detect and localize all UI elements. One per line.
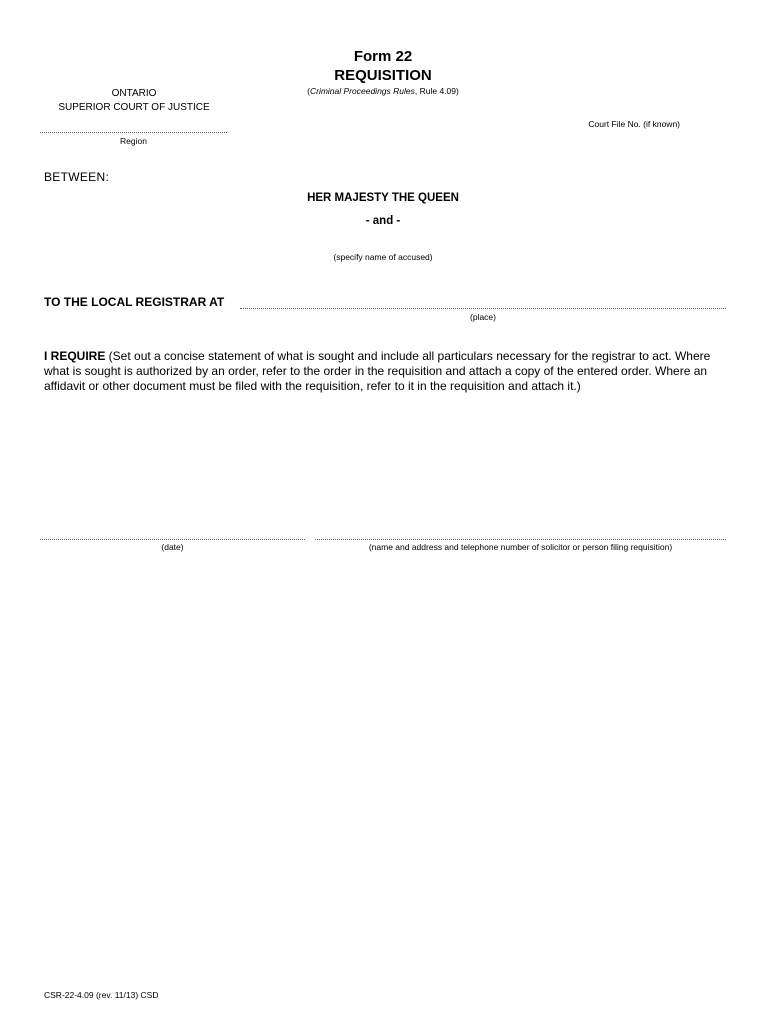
rule-reference: (Criminal Proceedings Rules, Rule 4.09) [307, 86, 459, 96]
requisition-statement [44, 349, 734, 394]
date-field-line[interactable] [40, 539, 305, 540]
accused-name-label: (specify name of accused) [333, 252, 433, 262]
region-field-line[interactable] [40, 132, 227, 133]
rule-name: Criminal Proceedings Rules [309, 86, 415, 96]
region-label: Region [120, 136, 147, 146]
court-file-number-label: Court File No. (if known) [588, 119, 680, 129]
requisition-instructions: (Set out a concise statement of what is sought and include all particulars necessary for the registrar to act. Where what is sought is authorized by an order, refer to the order in the requisition and attach a copy of the entered order. Where an affidavit or other document must be filed with the requisition, refer to it in the requisition and attach it.) [44, 349, 711, 393]
crown-party: HER MAJESTY THE QUEEN [307, 192, 459, 204]
filer-label: (name and address and telephone number of solicitor or person filing requisition) [368, 542, 673, 552]
between-label: BETWEEN: [44, 170, 110, 184]
court-name: SUPERIOR COURT OF JUSTICE [58, 102, 210, 113]
form-name: REQUISITION [334, 67, 432, 84]
date-label: (date) [161, 542, 184, 552]
form-title [280, 47, 486, 85]
registrar-heading: TO THE LOCAL REGISTRAR AT [44, 295, 225, 309]
form-code: CSR-22-4.09 (rev. 11/13) CSD [44, 990, 159, 1000]
requisition-lead: I REQUIRE [44, 349, 106, 363]
filer-field-line[interactable] [315, 539, 726, 540]
place-field-line[interactable] [240, 308, 726, 309]
form-number: Form 22 [353, 48, 413, 65]
court-heading [40, 87, 228, 115]
place-label: (place) [470, 312, 496, 322]
rule-number: , Rule 4.09 [414, 86, 456, 96]
and-separator: - and - [365, 215, 401, 227]
province-label: ONTARIO [111, 88, 157, 99]
